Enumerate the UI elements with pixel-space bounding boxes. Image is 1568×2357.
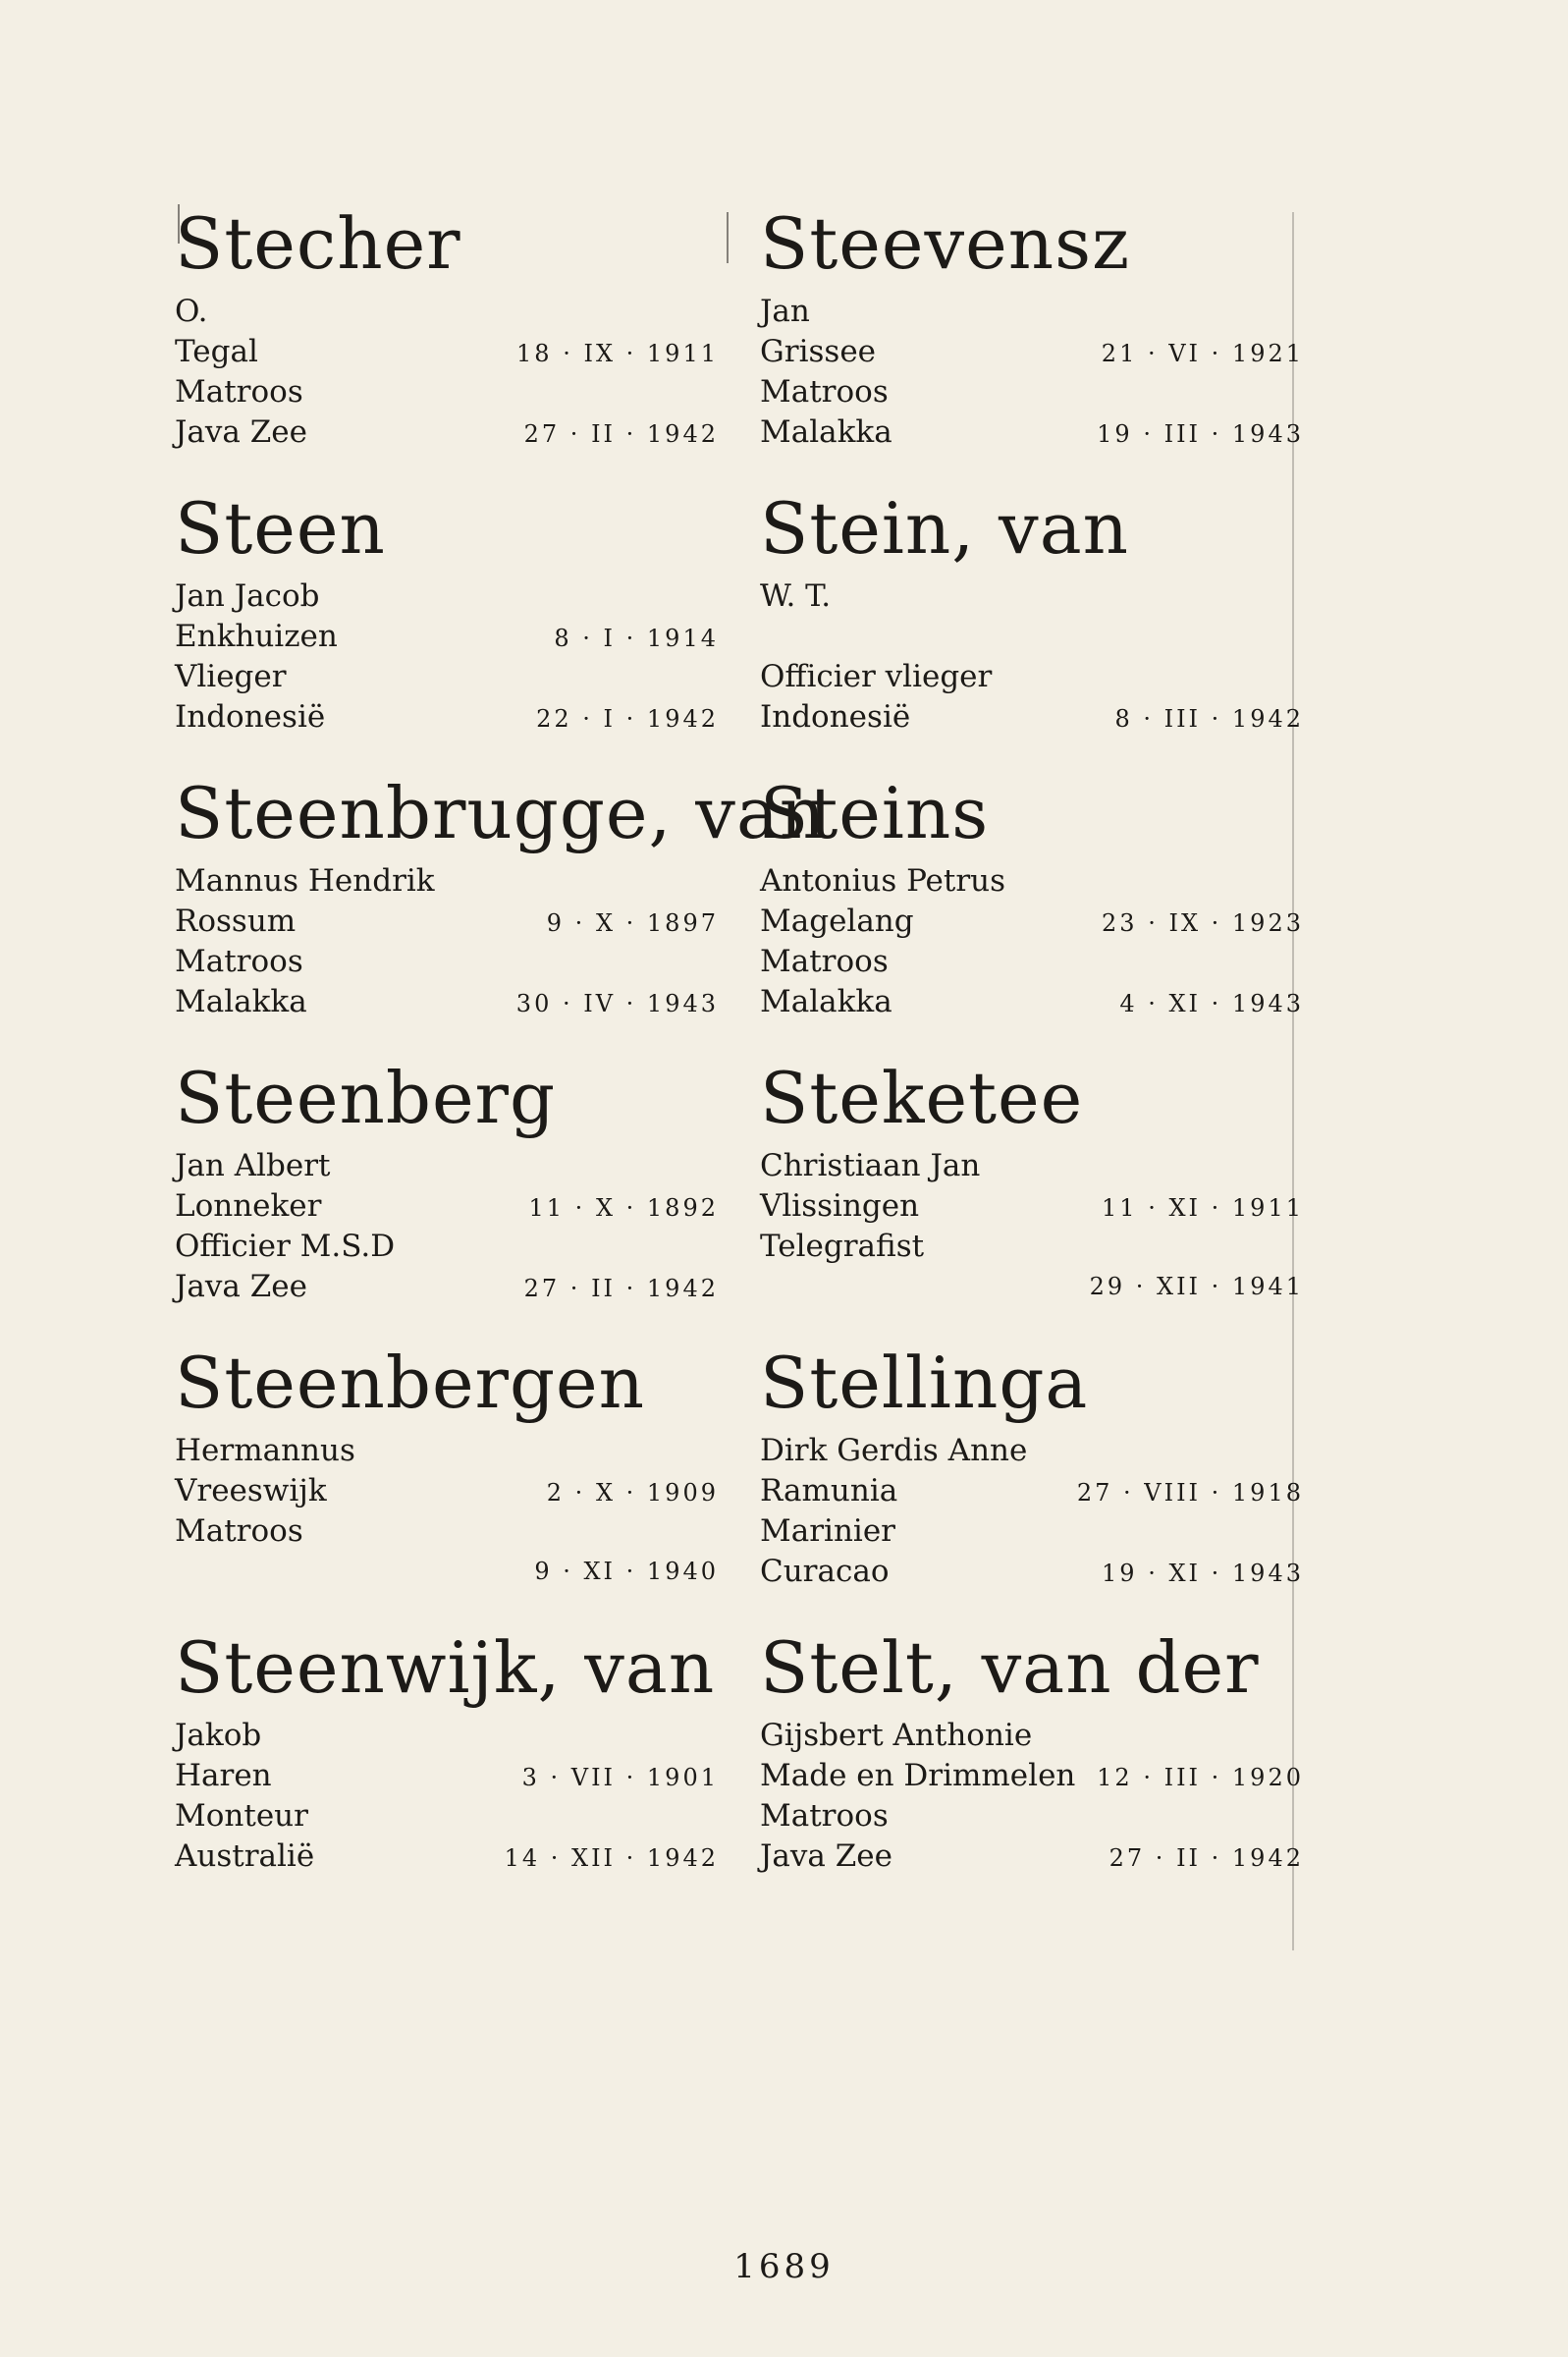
entry-date: 27 · II · 1942	[523, 420, 719, 448]
entry-steenberg	[175, 1056, 725, 1341]
entry-text: Matroos	[175, 1513, 303, 1549]
entry-text: Ramunia	[760, 1473, 898, 1508]
entry-steenbergen	[175, 1341, 725, 1625]
entry-line	[760, 982, 1310, 1022]
entry-text: Jan Jacob	[175, 578, 320, 614]
entry-steevensz	[760, 201, 1310, 486]
entry-date: 11 · X · 1892	[528, 1194, 719, 1222]
entry-text: Gijsbert Anthonie	[760, 1718, 1033, 1753]
entry-date: 4 · XI · 1943	[1119, 990, 1304, 1017]
entry-line	[175, 332, 725, 372]
entry-date: 11 · XI · 1911	[1102, 1194, 1304, 1222]
entry-line	[760, 332, 1310, 372]
entry-line	[175, 1146, 725, 1186]
entry-text: Officier vlieger	[760, 659, 993, 694]
entry-text: Matroos	[175, 374, 303, 410]
entry-text: Tegal	[175, 334, 258, 369]
entry-line	[760, 1796, 1310, 1836]
entry-steen	[175, 486, 725, 771]
entry-text: Matroos	[175, 944, 303, 979]
entry-line	[175, 942, 725, 982]
entry-text: Monteur	[175, 1798, 308, 1834]
entry-date: 2 · X · 1909	[546, 1479, 719, 1507]
entry-line	[760, 942, 1310, 982]
entry-stellinga	[760, 1341, 1310, 1625]
entry-surname: Steenberg	[175, 1057, 557, 1139]
entry-line	[175, 1716, 725, 1756]
entry-text: Jakob	[175, 1718, 262, 1753]
entry-surname: Steenbergen	[175, 1342, 646, 1424]
entry-line	[760, 1756, 1310, 1796]
entry-line	[175, 1511, 725, 1552]
entry-text: Malakka	[175, 984, 307, 1019]
entry-line	[175, 982, 725, 1022]
entry-steins	[760, 771, 1310, 1056]
entry-surname: Stellinga	[760, 1342, 1089, 1424]
entry-line	[175, 292, 725, 332]
entry-stecher	[175, 201, 725, 486]
entry-line	[760, 617, 1310, 657]
entry-stelt	[760, 1625, 1310, 1910]
entry-surname: Steketee	[760, 1057, 1084, 1139]
entry-line	[175, 1796, 725, 1836]
entry-date: 21 · VI · 1921	[1101, 340, 1304, 367]
entry-date: 12 · III · 1920	[1097, 1764, 1304, 1791]
entry-text: Malakka	[760, 984, 892, 1019]
entry-text: Magelang	[760, 904, 914, 939]
entry-line	[175, 412, 725, 453]
entry-date: 19 · III · 1943	[1097, 420, 1304, 448]
entry-line	[760, 657, 1310, 697]
entry-surname: Stein, van	[760, 487, 1130, 570]
entry-line	[760, 576, 1310, 617]
entry-text: Java Zee	[175, 1269, 307, 1304]
entry-text: Java Zee	[760, 1838, 892, 1874]
entry-line	[175, 1431, 725, 1471]
entry-text: Australië	[175, 1838, 315, 1874]
entry-date: 27 · II · 1942	[523, 1275, 719, 1302]
entry-date: 29 · XII · 1941	[1089, 1273, 1304, 1300]
entry-text: Made en Drimmelen	[760, 1758, 1076, 1793]
entry-surname: Steen	[175, 487, 386, 570]
entry-text: Indonesië	[175, 699, 326, 735]
page-number: 1689	[733, 2247, 835, 2286]
column-rule-center	[727, 212, 729, 263]
entry-date: 9 · X · 1897	[546, 909, 719, 937]
entry-line	[175, 576, 725, 617]
entry-text: Telegrafist	[760, 1229, 925, 1264]
entry-line	[175, 697, 725, 738]
entry-text: Christiaan Jan	[760, 1148, 981, 1183]
entry-steenbrugge	[175, 771, 827, 1056]
entry-text: Marinier	[760, 1513, 896, 1549]
entry-text: Curacao	[760, 1554, 890, 1589]
entry-surname: Steins	[760, 772, 990, 854]
entry-text: Jan Albert	[175, 1148, 331, 1183]
entry-line	[760, 861, 1310, 902]
entry-line	[760, 1716, 1310, 1756]
entry-date: 14 · XII · 1942	[504, 1844, 719, 1872]
entry-line	[760, 1511, 1310, 1552]
entry-text: Java Zee	[175, 414, 307, 450]
entry-line	[760, 372, 1310, 412]
entry-line	[175, 617, 725, 657]
entry-date: 27 · VIII · 1918	[1076, 1479, 1304, 1507]
entry-text: Indonesië	[760, 699, 911, 735]
entry-surname: Stelt, van der	[760, 1626, 1260, 1709]
entry-line	[175, 1552, 725, 1592]
entry-line	[175, 657, 725, 697]
entry-text: Rossum	[175, 904, 297, 939]
entry-text: Vlissingen	[760, 1188, 920, 1224]
entry-line	[175, 1836, 725, 1877]
entry-text: W. T.	[760, 578, 832, 614]
entry-line	[760, 697, 1310, 738]
entry-line	[175, 1227, 725, 1267]
entry-text: Hermannus	[175, 1433, 355, 1468]
entry-line	[760, 1471, 1310, 1511]
entry-surname: Stecher	[175, 202, 461, 285]
entry-date: 8 · III · 1942	[1114, 705, 1304, 733]
entry-text: O.	[175, 294, 208, 329]
entry-surname: Steevensz	[760, 202, 1131, 285]
entry-text: Grissee	[760, 334, 877, 369]
entry-line	[760, 1267, 1310, 1307]
entry-line	[760, 1227, 1310, 1267]
entry-line	[175, 1756, 725, 1796]
entry-line	[760, 1431, 1310, 1471]
entry-text: Matroos	[760, 944, 889, 979]
entry-line	[175, 861, 725, 902]
right-column	[760, 201, 1310, 1910]
entry-line	[175, 1267, 725, 1307]
entry-date: 9 · XI · 1940	[534, 1558, 719, 1585]
entry-line	[760, 292, 1310, 332]
entry-date: 23 · IX · 1923	[1102, 909, 1304, 937]
entry-line	[760, 1836, 1310, 1877]
entry-text: Vlieger	[175, 659, 287, 694]
entry-text: Matroos	[760, 1798, 889, 1834]
entry-text: Jan	[760, 294, 810, 329]
entry-surname: Steenbrugge, van	[175, 772, 827, 854]
entry-stein	[760, 486, 1310, 771]
entry-text: Vreeswijk	[175, 1473, 327, 1508]
entry-text: Haren	[175, 1758, 272, 1793]
entry-text: Officier M.S.D	[175, 1229, 396, 1264]
entry-date: 19 · XI · 1943	[1102, 1560, 1304, 1587]
entry-line	[175, 1471, 725, 1511]
entry-steketee	[760, 1056, 1310, 1341]
entry-surname: Steenwijk, van	[175, 1626, 716, 1709]
entry-text: Malakka	[760, 414, 892, 450]
entry-line	[175, 902, 725, 942]
entry-line	[760, 1146, 1310, 1186]
entry-text: Mannus Hendrik	[175, 863, 435, 899]
entry-date: 18 · IX · 1911	[516, 340, 719, 367]
entry-date: 8 · I · 1914	[554, 625, 719, 652]
entry-text: Lonneker	[175, 1188, 322, 1224]
entry-text: Antonius Petrus	[760, 863, 1006, 899]
entry-text: Dirk Gerdis Anne	[760, 1433, 1028, 1468]
entry-line	[760, 1186, 1310, 1227]
entry-text: Matroos	[760, 374, 889, 410]
entry-date: 27 · II · 1942	[1108, 1844, 1304, 1872]
entry-text: Enkhuizen	[175, 619, 338, 654]
entry-line	[760, 902, 1310, 942]
entry-line	[760, 1552, 1310, 1592]
entry-line	[175, 1186, 725, 1227]
entry-date: 22 · I · 1942	[536, 705, 719, 733]
entry-steenwijk	[175, 1625, 725, 1910]
entry-date: 30 · IV · 1943	[515, 990, 719, 1017]
entry-date: 3 · VII · 1901	[521, 1764, 719, 1791]
entry-line	[175, 372, 725, 412]
entry-line	[760, 412, 1310, 453]
